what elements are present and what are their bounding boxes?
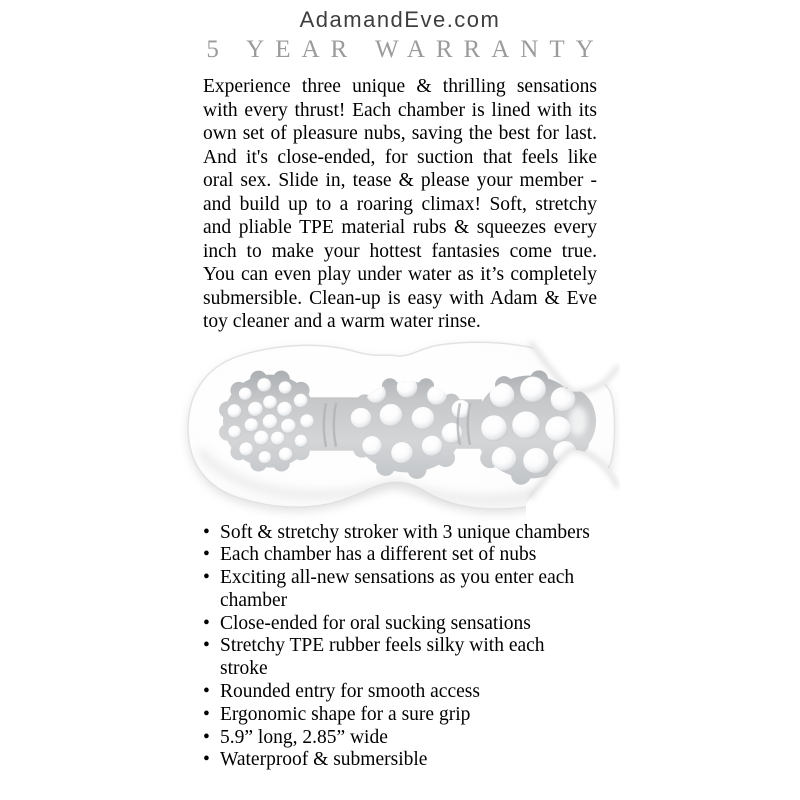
feature-item [203, 613, 597, 636]
feature-item [203, 567, 597, 613]
feature-text: Close-ended for oral sucking sensations [220, 612, 531, 634]
features-list [203, 522, 597, 773]
feature-text: Waterproof & submersible [220, 749, 428, 771]
feature-text: Each chamber has a different set of nubs [220, 544, 537, 566]
bullet-icon: • [203, 544, 210, 566]
feature-text: Ergonomic shape for a sure grip [220, 703, 471, 725]
site-title: AdamandEve.com [299, 7, 501, 32]
feature-text: Exciting all-new sensations as you enter each chamber [220, 567, 575, 611]
product-illustration [180, 334, 620, 522]
bullet-icon: • [203, 703, 210, 725]
feature-text: Soft & stretchy stroker with 3 unique chambers [220, 521, 590, 543]
feature-item [203, 681, 597, 704]
bullet-icon: • [203, 635, 210, 657]
stroker-cross-section-graphic [180, 334, 620, 522]
bullet-icon: • [203, 567, 210, 589]
feature-item [203, 522, 597, 545]
warranty-heading: 5 YEAR WARRANTY [206, 36, 605, 63]
cavity-highlight [569, 406, 587, 436]
bullet-icon: • [203, 681, 210, 703]
bullet-icon: • [203, 612, 210, 634]
feature-text: Rounded entry for smooth access [220, 681, 480, 703]
feature-item [203, 749, 597, 772]
bullet-icon: • [203, 749, 210, 771]
bullet-icon: • [203, 521, 210, 543]
product-description: Experience three unique & thrilling sensations with every thrust! Each chamber is lined with its own set of pleasure nubs, saving the best for last. And it's close-ended, for suction that feels like oral sex. Slide in, tease & please your member - and build up to a roaring climax! Soft, stretchy and pliable TPE material rubs & squeezes every inch to make your hottest fantasies come true. You can even play under water as it’s completely submersible. Clean-up is easy with Adam & Eve toy cleaner and a warm water rinse. [203, 76, 597, 332]
feature-item [203, 635, 597, 681]
feature-text: Stretchy TPE rubber feels silky with each stroke [220, 635, 545, 680]
bullet-icon: • [203, 726, 210, 748]
feature-item [203, 544, 597, 567]
feature-text: 5.9” long, 2.85” wide [220, 726, 388, 748]
feature-item [203, 727, 597, 750]
feature-item [203, 704, 597, 727]
